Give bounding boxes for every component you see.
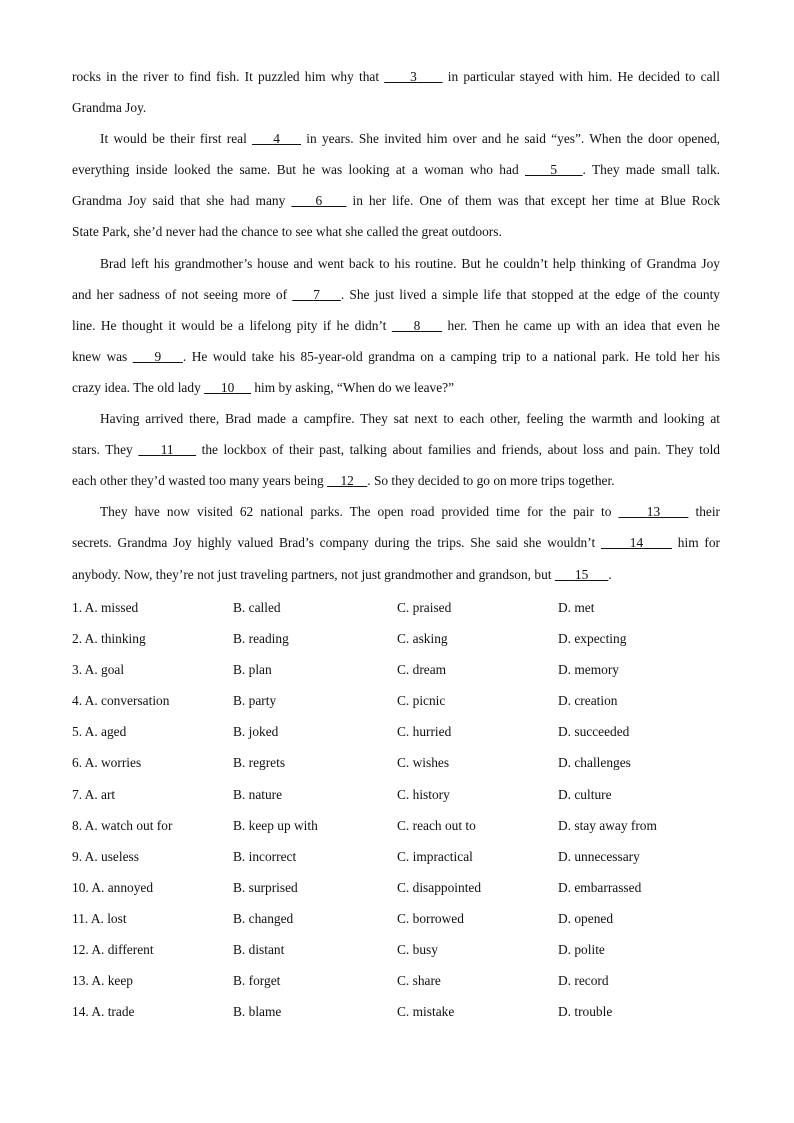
option-row [72, 779, 732, 810]
option-b: B. regrets [233, 755, 286, 771]
blank-13: 13 [646, 504, 661, 520]
text: Grandma Joy said that she had many [72, 193, 292, 209]
text: him by asking, “When do we leave?” [251, 379, 455, 395]
option-c: C. disappointed [397, 879, 482, 895]
blank-10: 10 [220, 379, 235, 395]
option-a: 3. A. goal [72, 662, 125, 678]
option-b: B. nature [233, 786, 283, 802]
option-d: D. expecting [558, 631, 627, 647]
option-c: C. picnic [397, 693, 446, 709]
text: and her sadness of not seeing more of [72, 286, 293, 302]
passage-line [72, 434, 720, 465]
option-b: B. reading [233, 631, 289, 647]
text: . They made small talk. [582, 162, 721, 178]
text: . He would take his 85-year-old grandma on a camping trip to a national park. He told her his [182, 348, 721, 364]
option-d: D. unnecessary [558, 848, 640, 864]
passage-line [72, 248, 720, 279]
option-row [72, 623, 732, 654]
option-a: 14. A. trade [72, 1004, 135, 1020]
text: secrets. Grandma Joy highly valued Brad’s company during the trips. She said she wouldn’t [72, 535, 601, 551]
option-d: D. record [558, 973, 609, 989]
text: in her life. One of them was that except her time at Blue Rock [346, 193, 721, 209]
option-c: C. mistake [397, 1004, 455, 1020]
option-a: 8. A. watch out for [72, 817, 173, 833]
option-a: 2. A. thinking [72, 631, 146, 647]
option-b: B. joked [233, 724, 279, 740]
option-c: C. history [397, 786, 450, 802]
passage-line [72, 341, 720, 372]
option-b: B. incorrect [233, 848, 297, 864]
blank-11: 11 [160, 442, 174, 458]
option-row [72, 903, 732, 934]
passage-line [72, 154, 720, 185]
option-row [72, 965, 732, 996]
option-a: 9. A. useless [72, 848, 139, 864]
text: crazy idea. The old lady [72, 379, 205, 395]
option-row [72, 872, 732, 903]
option-d: D. challenges [558, 755, 631, 771]
option-row [72, 934, 732, 965]
passage-line [72, 372, 720, 403]
option-c: C. praised [397, 600, 452, 615]
option-b: B. forget [233, 973, 281, 989]
blank-9: 9 [154, 348, 162, 364]
passage-line [72, 310, 720, 341]
text: their [688, 504, 721, 520]
text: each other they’d wasted too many years being [72, 473, 328, 489]
option-d: D. culture [558, 786, 612, 802]
text: Brad left his grandmother’s house and went back to his routine. But he couldn’t help thinking of Grandma Joy [100, 255, 720, 271]
option-b: B. blame [233, 1004, 282, 1020]
blank-12: 12 [340, 473, 354, 489]
blank-5: 5 [550, 162, 558, 178]
option-b: B. plan [233, 662, 272, 678]
text: him for [672, 535, 720, 551]
text: the lockbox of their past, talking about families and friends, about loss and pain. They told [196, 442, 720, 458]
text: knew was [72, 348, 133, 364]
option-d: D. polite [558, 942, 605, 958]
option-a: 5. A. aged [72, 724, 127, 740]
text: . [608, 566, 612, 582]
passage-line [72, 496, 720, 527]
passage-line [72, 216, 720, 247]
text: It would be their first real [100, 131, 253, 147]
option-d: D. creation [558, 693, 618, 709]
option-row [72, 716, 732, 747]
passage-line [72, 465, 720, 496]
option-d: D. trouble [558, 1004, 613, 1020]
blank-3: 3 [410, 69, 417, 84]
option-a: 7. A. art [72, 786, 116, 802]
option-d: D. embarrassed [558, 879, 642, 895]
option-a: 12. A. different [72, 942, 154, 958]
option-row [72, 685, 732, 716]
passage-line [72, 403, 720, 434]
option-a: 6. A. worries [72, 755, 142, 771]
passage-line [72, 559, 720, 590]
text: Having arrived there, Brad made a campfire. They sat next to each other, feeling the warmth and looking at [100, 411, 720, 427]
passage-line [72, 279, 720, 310]
option-a: 4. A. conversation [72, 693, 170, 709]
option-b: B. party [233, 693, 277, 709]
option-c: C. busy [397, 942, 438, 958]
option-d: D. opened [558, 910, 614, 926]
option-b: B. surprised [233, 879, 298, 895]
option-c: C. asking [397, 631, 448, 647]
passage-line [72, 61, 720, 92]
text: in particular stayed with him. He decided to call [442, 69, 720, 84]
options-list [72, 592, 732, 1027]
option-a: 11. A. lost [72, 910, 127, 926]
text: line. He thought it would be a lifelong pity if he didn’t [72, 317, 392, 333]
text: They have now visited 62 national parks. The open road provided time for the pair to [100, 504, 619, 520]
option-row [72, 747, 732, 778]
passage-line [72, 92, 720, 123]
option-b: B. keep up with [233, 817, 318, 833]
option-d: D. stay away from [558, 817, 657, 833]
blank-6: 6 [315, 193, 323, 209]
option-a: 13. A. keep [72, 973, 133, 989]
option-d: D. met [558, 600, 595, 615]
option-b: B. distant [233, 942, 285, 958]
option-row [72, 654, 732, 685]
text: . She just lived a simple life that stopped at the edge of the county [340, 286, 721, 302]
passage [72, 61, 720, 590]
option-a: 1. A. missed [72, 600, 139, 615]
option-row [72, 592, 732, 623]
passage-line [72, 185, 720, 216]
option-c: C. dream [397, 662, 447, 678]
option-c: C. share [397, 973, 441, 989]
option-c: C. borrowed [397, 910, 464, 926]
text: everything inside looked the same. But he was looking at a woman who had [72, 162, 525, 178]
text: anybody. Now, they’re not just traveling partners, not just grandmother and grandson, but [72, 566, 555, 582]
option-c: C. hurried [397, 724, 452, 740]
option-c: C. impractical [397, 848, 473, 864]
option-c: C. wishes [397, 755, 450, 771]
passage-line [72, 123, 720, 154]
option-row [72, 810, 732, 841]
option-a: 10. A. annoyed [72, 879, 154, 895]
text: rocks in the river to find fish. It puzzled him why that [72, 69, 385, 84]
option-b: B. changed [233, 910, 294, 926]
text: her. Then he came up with an idea that even he [442, 317, 720, 333]
blank-8: 8 [413, 317, 421, 333]
text: stars. They [72, 442, 139, 458]
option-b: B. called [233, 600, 281, 615]
blank-4: 4 [273, 131, 280, 147]
option-d: D. memory [558, 662, 619, 678]
text: Grandma Joy. [72, 100, 147, 116]
option-row [72, 841, 732, 872]
blank-14: 14 [629, 535, 644, 551]
blank-7: 7 [313, 286, 320, 302]
passage-line [72, 527, 720, 558]
option-d: D. succeeded [558, 724, 630, 740]
blank-15: 15 [574, 566, 589, 582]
text: State Park, she’d never had the chance to see what she called the great outdoors. [72, 224, 502, 240]
option-row [72, 996, 732, 1027]
text: in years. She invited him over and he said “yes”. When the door opened, [301, 131, 721, 147]
text: . So they decided to go on more trips together. [367, 473, 615, 489]
option-c: C. reach out to [397, 817, 476, 833]
